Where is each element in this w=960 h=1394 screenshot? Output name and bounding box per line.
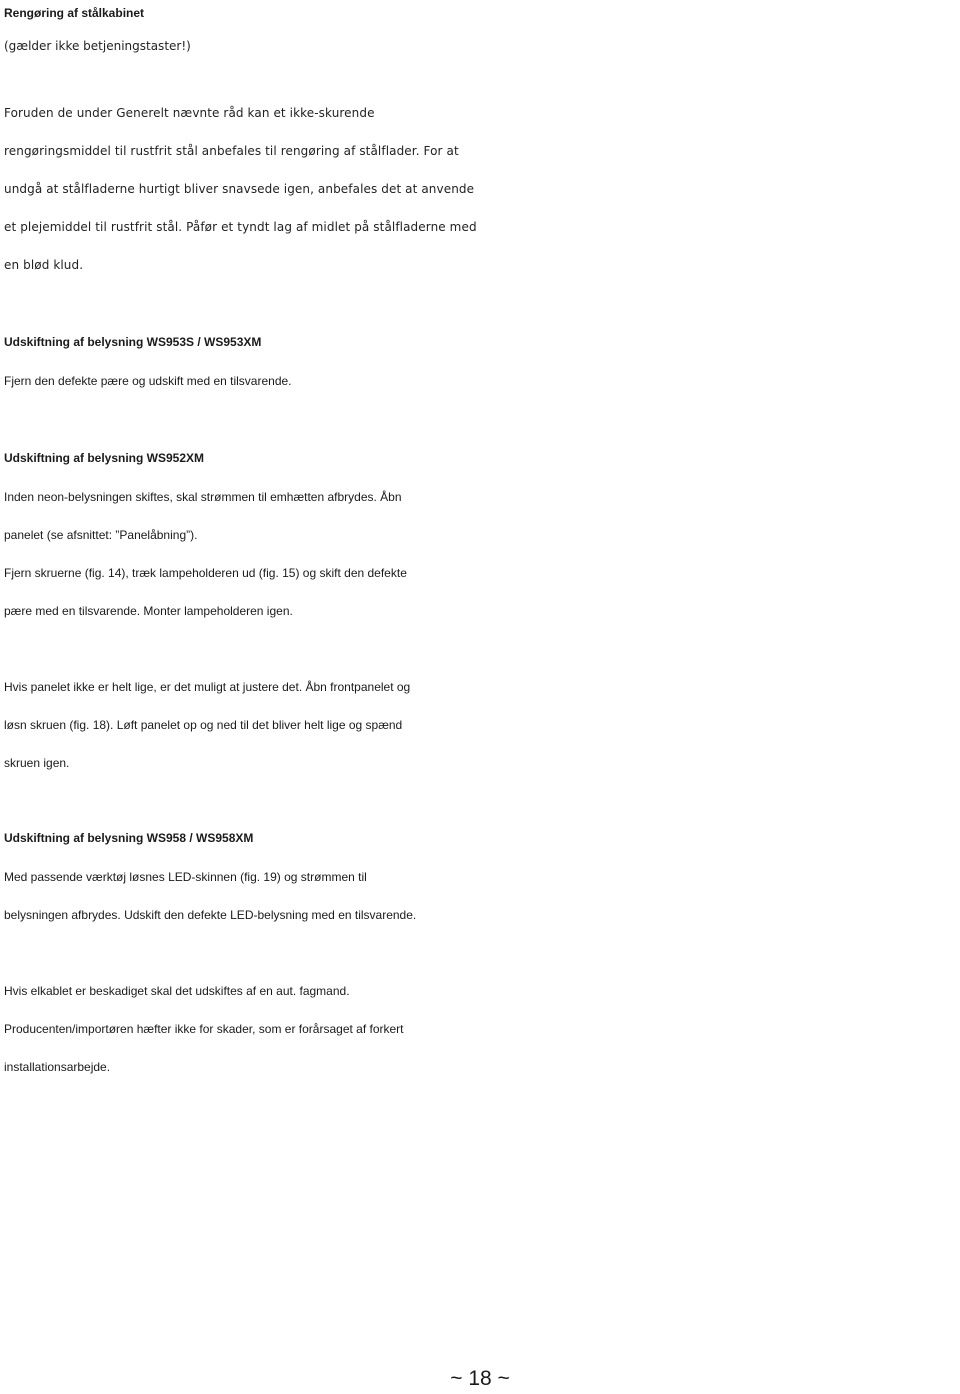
section-heading: Udskiftning af belysning WS952XM [4, 451, 205, 465]
paragraph-line: Hvis elkablet er beskadiget skal det udskiftes af en aut. fagmand. [4, 984, 350, 998]
section-ws953 [4, 322, 956, 400]
paragraph-line: Hvis panelet ikke er helt lige, er det muligt at justere det. Åbn frontpanelet og [4, 680, 411, 694]
paragraph-line: installationsarbejde. [4, 1060, 111, 1074]
paragraph-line: undgå at stålfladerne hurtigt bliver snavsede igen, anbefales det at anvende [4, 182, 475, 196]
paragraph-line: Producenten/importøren hæfter ikke for skader, som er forårsaget af forkert [4, 1022, 404, 1036]
section-title: Rengøring af stålkabinet [4, 6, 145, 20]
paragraph-line: pære med en tilsvarende. Monter lampeholderen igen. [4, 604, 293, 618]
section-heading: Udskiftning af belysning WS958 / WS958XM [4, 831, 254, 845]
paragraph-line: Foruden de under Generelt nævnte råd kan et ikke-skurende [4, 106, 375, 120]
paragraph-line: løsn skruen (fig. 18). Løft panelet op og ned til det bliver helt lige og spænd [4, 718, 403, 732]
paragraph-line: skruen igen. [4, 756, 70, 770]
paragraph-line: belysningen afbrydes. Udskift den defekte LED-belysning med en tilsvarende. [4, 908, 417, 922]
paragraph-line: Fjern den defekte pære og udskift med en tilsvarende. [4, 374, 292, 388]
page-number: ~ 18 ~ [450, 1367, 510, 1390]
paragraph-line: rengøringsmiddel til rustfrit stål anbefales til rengøring af stålflader. For at [4, 144, 459, 158]
paragraph-line: Med passende værktøj løsnes LED-skinnen (fig. 19) og strømmen til [4, 870, 367, 884]
paragraph-line: Inden neon-belysningen skiftes, skal strømmen til emhætten afbrydes. Åbn [4, 490, 402, 504]
section-subtitle: (gælder ikke betjeningstaster!) [4, 39, 191, 53]
paragraph-line: en blød klud. [4, 258, 84, 272]
paragraph-line: panelet (se afsnittet: ”Panelåbning”). [4, 528, 198, 542]
paragraph-line: et plejemiddel til rustfrit stål. Påfør et tyndt lag af midlet på stålfladerne med [4, 220, 477, 234]
document-page [4, 0, 956, 1086]
section-heading: Udskiftning af belysning WS953S / WS953XM [4, 335, 262, 349]
section-cleaning [4, 0, 956, 284]
section-ws958 [4, 818, 956, 1086]
section-ws952 [4, 438, 956, 782]
paragraph-line: Fjern skruerne (fig. 14), træk lampeholderen ud (fig. 15) og skift den defekte [4, 566, 407, 580]
